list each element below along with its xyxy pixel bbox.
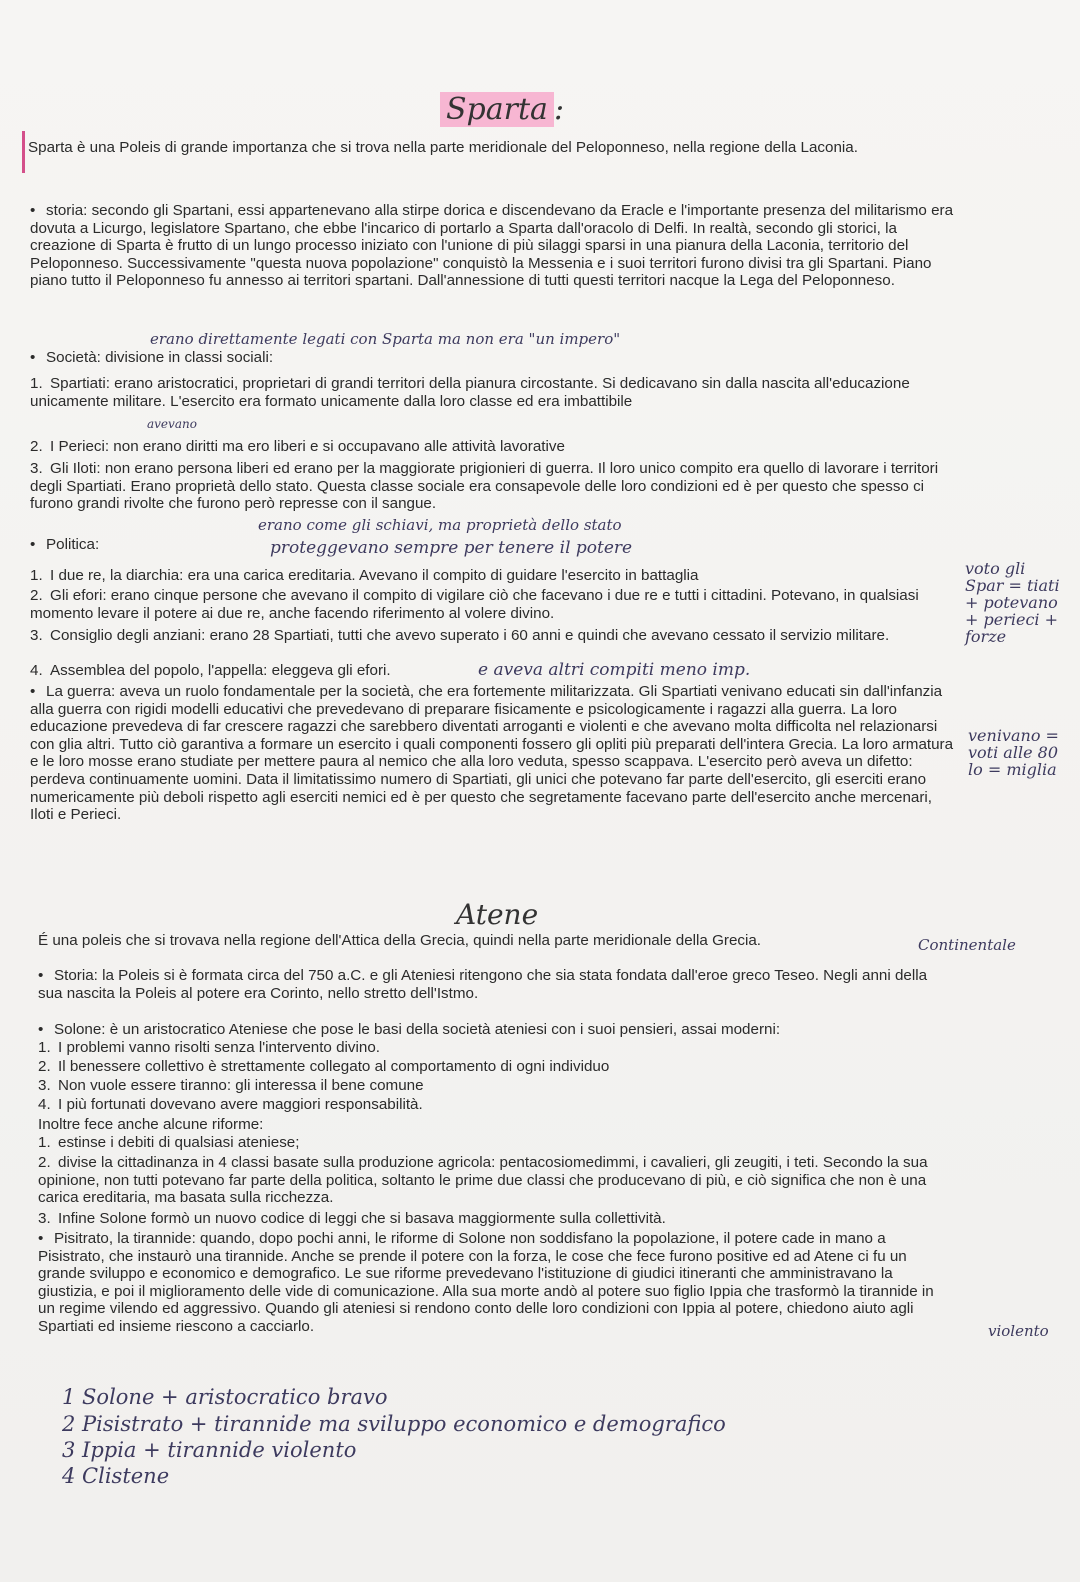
- societa-item-2: 2. I Perieci: non erano diritti ma ero liberi e si occupavano alle attività lavorative: [30, 438, 565, 455]
- continentale-note: Continentale: [918, 936, 1016, 954]
- atene-storia: • Storia: la Poleis si è formata circa del 750 a.C. e gli Ateniesi ritengono che sia stata fondata dall'eroe greco Teseo. Negli anni della sua nascita la Poleis al potere era Corinto, nello stretto dell'Istmo.: [38, 967, 928, 1002]
- side-note-guerra: venivano = voti alle 80 lo = miglia: [968, 726, 1059, 779]
- sparta-title: Sparta :: [440, 92, 564, 127]
- summary-line-3: 3 Ippia + tirannide violento: [62, 1438, 357, 1462]
- side-note-politica: voto gli Spar = tiati + potevano + perieci + forze: [965, 559, 1060, 646]
- atene-solone: • Solone: è un aristocratico Ateniese che pose le basi della società ateniesi con i suoi pensieri, assai moderni:: [38, 1021, 781, 1038]
- politica-item-3: 3. Consiglio degli anziani: erano 28 Spartiati, tutti che avevo superato i 60 anni e quindi che avevano cessato il servizio militare.: [30, 627, 890, 644]
- sparta-guerra: • La guerra: aveva un ruolo fondamentale per la società, che era fortemente militarizzata. Gli Spartiati venivano educati sin dall'infanzia alla guerra con rigidi modelli educativi che prevedevano di preparare fisicamente e psicologicamente i ragazzi alla guerra. La loro educazione prevedeva di far crescere ragazzi che sarebbero diventati arroganti e violenti e che avevano molta difficolta nel relazionarsi con glia altri. Tutto ciò garantiva a formare un esercito i quali componenti fossero gli opliti più preparati dell'intera Grecia. La loro armatura e le loro mosse erano studiate per mettere paura al nemico che alla loro veduta, spesso scappava. L'esercito però aveva un difetto: perdeva continuamente uomini. Data il limitatissimo numero di Spartiati, gli unici che potevano far parte dell'esercito, gli eserciti erano numericamente più deboli rispetto agli eserciti nemici ed è per questo che segretamente facevano parte dell'esercito anche mercenari, Iloti e Perieci.: [30, 683, 954, 824]
- violento-note: violento: [988, 1322, 1049, 1340]
- atene-intro: É una poleis che si trovava nella regione dell'Attica della Grecia, quindi nella parte meridionale della Grecia.: [38, 932, 762, 949]
- sparta-storia: • storia: secondo gli Spartani, essi appartenevano alla stirpe dorica e discendevano da Eracle e l'importante presenza del militarismo era dovuta a Licurgo, legislatore Spartano, che ebbe l'incarico di portarlo a Sparta dall'oracolo di Delfi. In realtà, secondo gli storici, la creazione di Sparta è frutto di un lungo processo iniziato con l'unione di più silaggi sparsi in una pianura della Laconia, territorio del Peloponneso. Successivamente "questa nuova popolazione" conquistò la Messenia e i suoi territori furono divisi tra gli Spartani. Piano piano tutto il Peloponneso fu annesso ai territori spartani. Dall'annessione di tutti questi territori nacque la Lega del Peloponneso.: [30, 202, 954, 290]
- intro-bracket: [22, 131, 25, 173]
- assemblea-handwritten-note: e aveva altri compiti meno imp.: [478, 660, 751, 680]
- politica-handwritten-note: proteggevano sempre per tenere il potere: [270, 538, 633, 558]
- politica-item-2: 2. Gli efori: erano cinque persone che avevano il compito di vigilare ciò che facevano i due re e tutti i cittadini. Potevano, in qualsiasi momento levare il potere ai due re, anche facendo riferimento al volere divino.: [30, 587, 919, 622]
- societa-item-1: 1. Spartiati: erano aristocratici, proprietari di grandi territori della pianura circostante. Si dedicavano sin dalla nascita all'educazione unicamente militare. L'esercito era formato unicamente dalla loro classe ed era imbattibile: [30, 375, 910, 410]
- summary-line-4: 4 Clistene: [62, 1464, 170, 1488]
- societa-item-3: 3. Gli Iloti: non erano persona liberi ed erano per la maggiorate prigionieri di guerra. Il loro unico compito era quello di lavorare i territori degli Spartiati. Erano proprietà dello stato. Questa classe sociale era consapevole delle loro condizioni ed è per questo che spesso ci furono grandi rivolte che furono però represse con il sangue.: [30, 460, 939, 513]
- atene-title: Atene: [456, 898, 539, 931]
- politica-item-1: 1. I due re, la diarchia: era una carica ereditaria. Avevano il compito di guidare l'esercito in battaglia: [30, 567, 699, 584]
- societa-heading: • Società: divisione in classi sociali:: [30, 349, 274, 366]
- avevano-note: avevano: [147, 417, 197, 431]
- summary-line-1: 1 Solone + aristocratico bravo: [62, 1385, 388, 1409]
- storia-handwritten-note: erano direttamente legati con Sparta ma non era "un impero": [150, 330, 621, 348]
- riforme-item-1: 1. estinse i debiti di qualsiasi ateniese;: [38, 1134, 300, 1151]
- solone-item-1: 1. I problemi vanno risolti senza l'intervento divino.: [38, 1039, 381, 1056]
- solone-item-4: 4. I più fortunati dovevano avere maggiori responsabilità.: [38, 1096, 423, 1113]
- riforme-item-3: 3. Infine Solone formò un nuovo codice di leggi che si basava maggiormente sulla collettività.: [38, 1210, 666, 1227]
- riforme-item-2: 2. divise la cittadinanza in 4 classi basate sulla produzione agricola: pentacosiomedimmi, i cavalieri, gli zeugiti, i teti. Secondo la sua opinione, non tutti potevano far parte della politica, soltanto le prime due classi che producevano di più, e ciò significa che non è una carica ereditaria, ma basata sulla ricchezza.: [38, 1154, 928, 1207]
- solone-item-2: 2. Il benessere collettivo è strettamente collegato al comportamento di ogni individuo: [38, 1058, 610, 1075]
- solone-item-3: 3. Non vuole essere tiranno: gli interessa il bene comune: [38, 1077, 424, 1094]
- iloti-note: erano come gli schiavi, ma proprietà dello stato: [258, 516, 622, 534]
- politica-heading: • Politica:: [30, 536, 100, 553]
- politica-item-4: 4. Assemblea del popolo, l'appella: eleggeva gli efori.: [30, 662, 391, 679]
- summary-line-2: 2 Pisistrato + tirannide ma sviluppo economico e demografico: [62, 1412, 726, 1436]
- riforme-heading: Inoltre fece anche alcune riforme:: [38, 1116, 264, 1133]
- atene-pisistrato: • Pisitrato, la tirannide: quando, dopo pochi anni, le riforme di Solone non soddisfano la popolazione, il potere cade in mano a Pisistrato, che instaurò una tirannide. Anche se prende il potere con la forza, le cose che fece furono positive ed ad Atene ci fu un grande sviluppo e economico e demografico. Le sue riforme prevedevano l'istituzione di giudici itineranti che amministravano la giustizia, e poi il miglioramento delle vide di comunicazione. Alla sua morte andò al potere suo figlio Ippia che trasformò la tirannide in un regime vilendo ed aggressivo. Quando gli ateniesi si rendono conto delle loro condizioni con Ippia al potere, chiedono aiuto agli Spartiati ed insieme riescono a cacciarlo.: [38, 1230, 934, 1335]
- sparta-intro: Sparta è una Poleis di grande importanza che si trova nella parte meridionale del Peloponneso, nella regione della Laconia.: [28, 139, 858, 156]
